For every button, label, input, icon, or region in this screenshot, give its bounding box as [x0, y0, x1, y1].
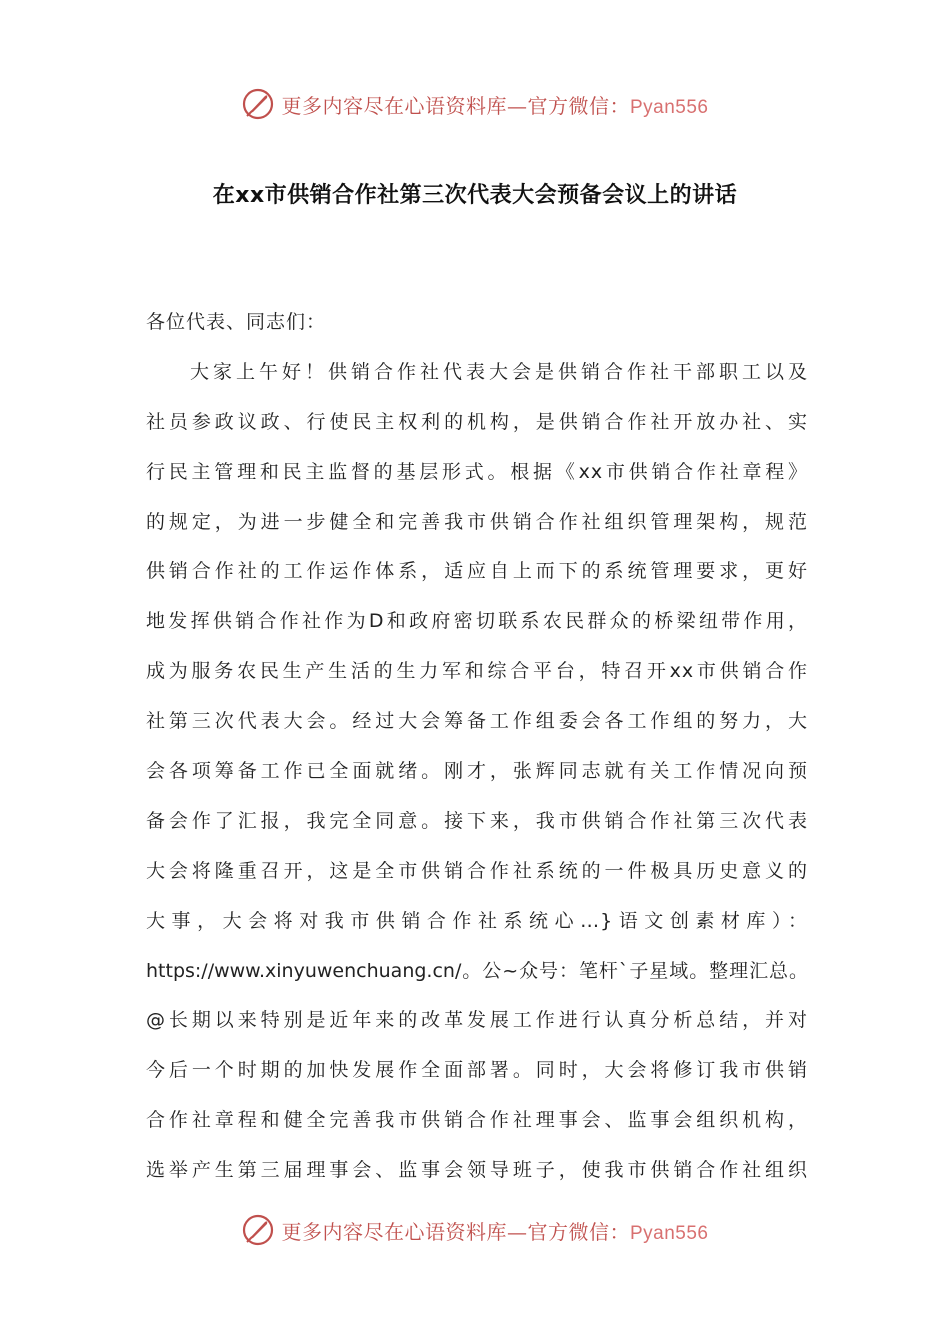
header-banner-text: [281, 90, 708, 119]
quill-logo-icon: [241, 87, 275, 121]
body-line: 选举产生第三届理事会、监事会领导班子，使我市供销合作社组织: [146, 1159, 808, 1182]
body-line: 大家上午好！供销合作社代表大会是供销合作社干部职工以及: [190, 360, 808, 383]
body-line: 社第三次代表大会。经过大会筹备工作组委会各工作组的努力，大: [146, 710, 808, 733]
document-title: 在xx市供销合作社第三次代表大会预备会议上的讲话: [212, 183, 738, 208]
salutation: 各位代表、同志们：: [146, 311, 327, 333]
footer-banner-cn: 更多内容尽在心语资料库—官方微信：: [281, 1219, 630, 1244]
footer-banner-wechat-id: Pyan556: [629, 1222, 709, 1244]
header-banner-cn: 更多内容尽在心语资料库—官方微信：: [281, 93, 630, 118]
document-body: [146, 298, 808, 1196]
body-line: 成为服务农民生产生活的生力军和综合平台，特召开xx市供销合作: [146, 660, 808, 683]
body-line: 地发挥供销合作社作为D和政府密切联系农民群众的桥梁纽带作用，: [146, 610, 808, 633]
footer-banner-text: [281, 1216, 708, 1245]
body-line: 大事，大会将对我市供销合作社系统心…}语文创素材库）：: [146, 909, 808, 932]
body-line: 合作社章程和健全完善我市供销合作社理事会、监事会组织机构，: [146, 1109, 808, 1132]
body-line: 备会作了汇报，我完全同意。接下来，我市供销合作社第三次代表: [146, 809, 808, 832]
header-banner: [0, 82, 950, 126]
body-line: 行民主管理和民主监督的基层形式。根据《xx市供销合作社章程》: [146, 460, 808, 483]
body-line: 供销合作社的工作运作体系，适应自上而下的系统管理要求，更好: [146, 560, 808, 583]
body-line: @长期以来特别是近年来的改革发展工作进行认真分析总结，并对: [146, 1009, 808, 1032]
body-line-url: https://www.xinyuwenchuang.cn/。公~众号：笔杆`子星域。整理汇总。: [146, 959, 808, 982]
body-line: 大会将隆重召开，这是全市供销合作社系统的一件极具历史意义的: [146, 859, 808, 882]
header-banner-wechat-id: Pyan556: [629, 96, 709, 118]
body-line: 今后一个时期的加快发展作全面部署。同时，大会将修订我市供销: [146, 1059, 808, 1082]
quill-logo-icon: [241, 1213, 275, 1247]
body-line: 社员参政议政、行使民主权利的机构，是供销合作社开放办社、实: [146, 410, 808, 433]
body-line: 的规定，为进一步健全和完善我市供销合作社组织管理架构，规范: [146, 510, 808, 533]
body-line: 会各项筹备工作已全面就绪。刚才，张辉同志就有关工作情况向预: [146, 760, 808, 783]
footer-banner: [0, 1208, 950, 1252]
